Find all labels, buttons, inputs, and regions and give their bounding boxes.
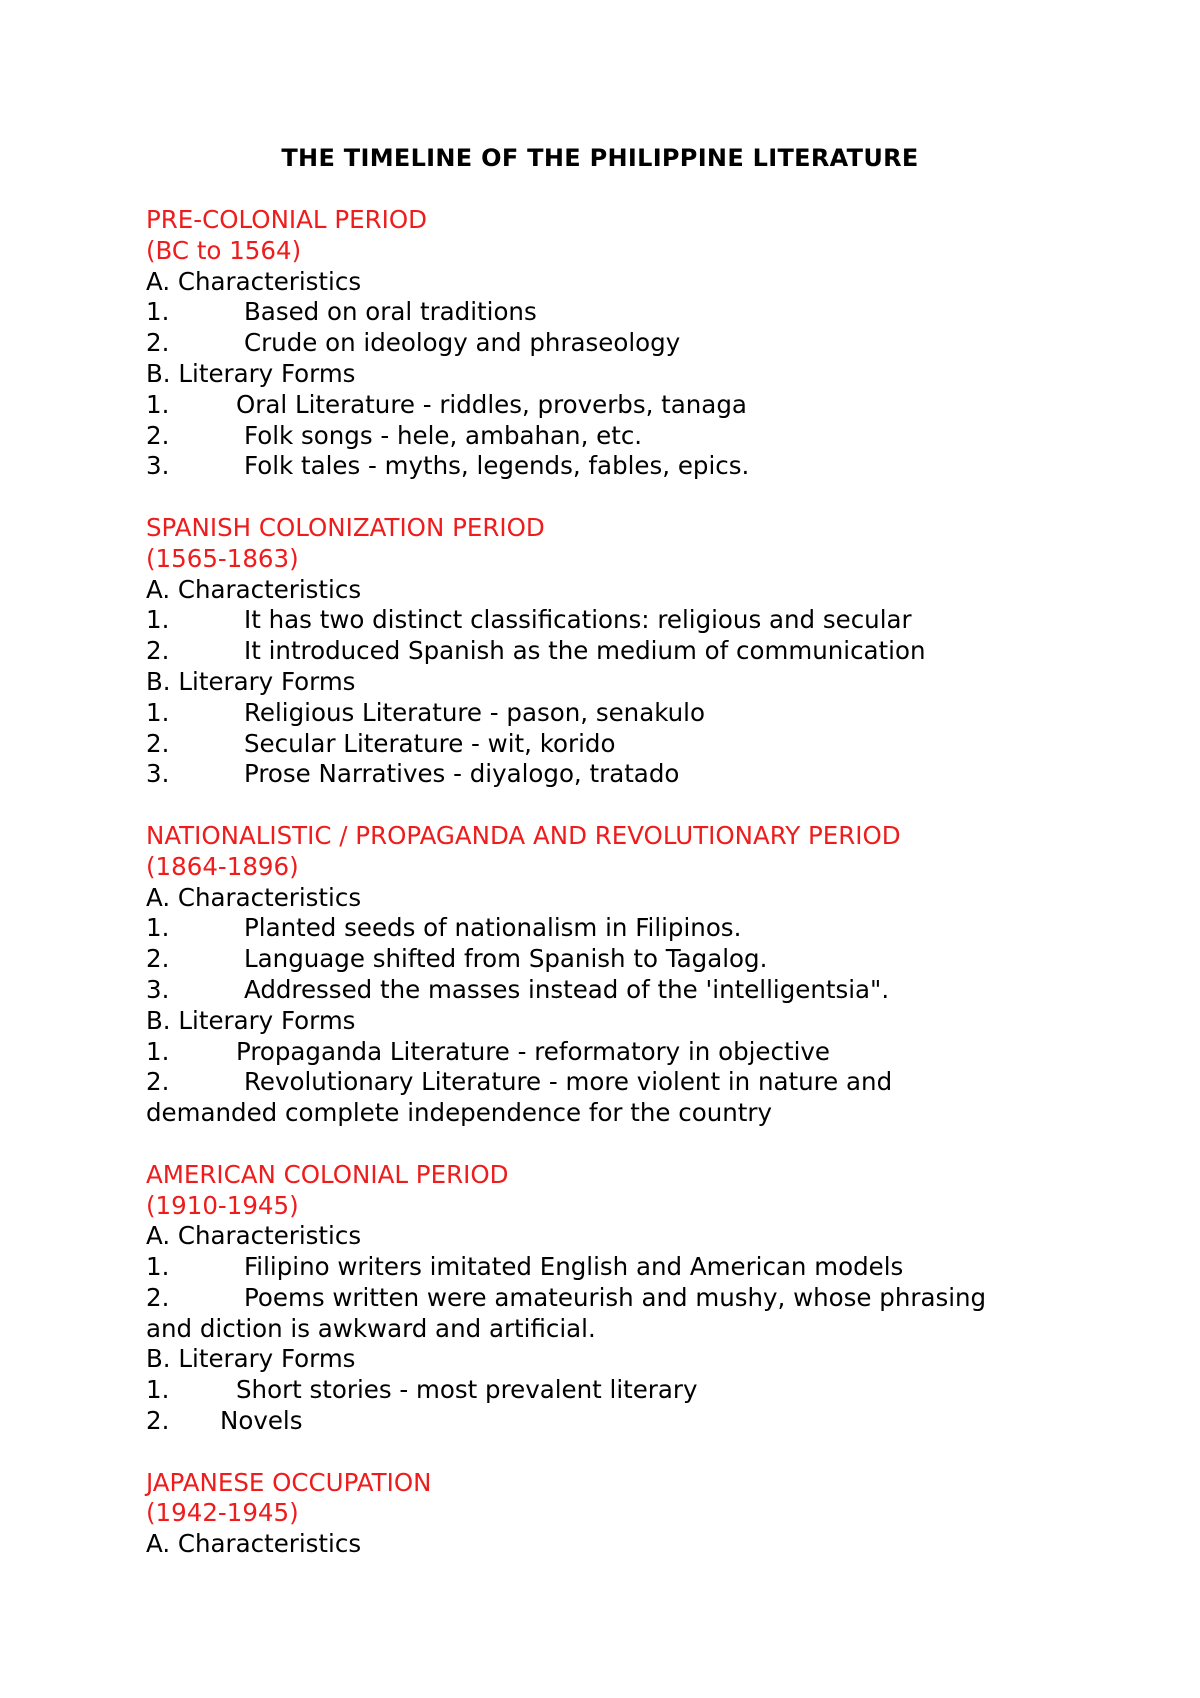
list-item <box>146 1252 1066 1283</box>
list-item <box>146 913 1066 944</box>
forms-label: B. Literary Forms <box>146 666 356 696</box>
section-nationalistic-propaganda <box>146 821 1066 1129</box>
section-japanese-occupation <box>146 1468 1066 1560</box>
section-dates: (1910-1945) <box>146 1190 299 1220</box>
list-text: Crude on ideology and phraseology <box>244 328 681 358</box>
section-heading: SPANISH COLONIZATION PERIOD <box>146 512 545 542</box>
list-number: 2. <box>146 636 170 666</box>
list-number: 2. <box>146 420 170 450</box>
list-item <box>146 759 1066 790</box>
list-number: 2. <box>146 944 170 974</box>
section-dates: (1565-1863) <box>146 543 299 573</box>
list-item <box>146 605 1066 636</box>
characteristics-label: A. Characteristics <box>146 266 362 296</box>
section-heading: PRE-COLONIAL PERIOD <box>146 205 427 234</box>
section-dates: (1942-1945) <box>146 1498 299 1528</box>
list-number: 3. <box>146 974 170 1004</box>
list-item <box>146 1375 1066 1406</box>
list-number: 1. <box>146 389 170 419</box>
section-american-colonial <box>146 1160 1066 1437</box>
section-dates: (1864-1896) <box>146 851 299 881</box>
list-text: It has two distinct classifications: religious and secular <box>244 605 912 635</box>
list-text: Poems written were amateurish and mushy, whose phrasing <box>244 1282 987 1312</box>
list-item <box>146 390 1066 421</box>
list-number: 1. <box>146 697 170 727</box>
list-item <box>146 1406 1066 1437</box>
list-text: Prose Narratives - diyalogo, tratado <box>244 759 680 789</box>
list-text: Language shifted from Spanish to Tagalog. <box>244 944 768 974</box>
list-item <box>146 975 1066 1006</box>
list-item <box>146 328 1066 359</box>
list-item <box>146 698 1066 729</box>
section-dates: (BC to 1564) <box>146 235 302 265</box>
list-item <box>146 1067 1066 1098</box>
list-number: 1. <box>146 1036 170 1066</box>
list-number: 2. <box>146 1406 170 1436</box>
list-text: Short stories - most prevalent literary <box>236 1375 698 1405</box>
list-text: It introduced Spanish as the medium of communication <box>244 636 926 666</box>
list-text: Revolutionary Literature - more violent in nature and <box>244 1067 893 1097</box>
section-heading: NATIONALISTIC / PROPAGANDA AND REVOLUTIONARY PERIOD <box>146 820 901 850</box>
list-text: Folk tales - myths, legends, fables, epics. <box>244 451 750 481</box>
list-number: 1. <box>146 1375 170 1405</box>
section-pre-colonial <box>146 205 1066 482</box>
list-text: Secular Literature - wit, korido <box>244 728 616 758</box>
list-number: 1. <box>146 605 170 635</box>
characteristics-label: A. Characteristics <box>146 882 362 912</box>
forms-label: B. Literary Forms <box>146 1344 356 1374</box>
list-text: Religious Literature - pason, senakulo <box>244 697 705 727</box>
page-title: THE TIMELINE OF THE PHILIPPINE LITERATURE <box>281 144 919 172</box>
characteristics-label: A. Characteristics <box>146 1529 362 1559</box>
list-item <box>146 421 1066 452</box>
list-item <box>146 451 1066 482</box>
forms-label: B. Literary Forms <box>146 358 356 388</box>
list-text: Planted seeds of nationalism in Filipinos. <box>244 913 742 943</box>
list-number: 3. <box>146 451 170 481</box>
list-number: 1. <box>146 1252 170 1282</box>
characteristics-label: A. Characteristics <box>146 1221 362 1251</box>
list-number: 2. <box>146 728 170 758</box>
section-heading: AMERICAN COLONIAL PERIOD <box>146 1159 509 1189</box>
list-number: 2. <box>146 328 170 358</box>
list-text: Propaganda Literature - reformatory in objective <box>236 1036 830 1066</box>
characteristics-label: A. Characteristics <box>146 574 362 604</box>
list-item <box>146 1283 1066 1314</box>
section-spanish-colonization <box>146 513 1066 790</box>
list-text: Filipino writers imitated English and American models <box>244 1252 904 1282</box>
list-number: 2. <box>146 1067 170 1097</box>
list-text: Novels <box>220 1406 303 1436</box>
forms-label: B. Literary Forms <box>146 1005 356 1035</box>
list-item <box>146 636 1066 667</box>
list-number: 1. <box>146 913 170 943</box>
list-item <box>146 729 1066 760</box>
list-text: Based on oral traditions <box>244 297 537 327</box>
section-heading: JAPANESE OCCUPATION <box>146 1467 432 1497</box>
list-text-continuation: demanded complete independence for the country <box>146 1098 772 1128</box>
list-number: 3. <box>146 759 170 789</box>
list-text: Folk songs - hele, ambahan, etc. <box>244 420 643 450</box>
list-text: Oral Literature - riddles, proverbs, tanaga <box>236 389 747 419</box>
list-text-continuation: and diction is awkward and artificial. <box>146 1313 596 1343</box>
list-item <box>146 944 1066 975</box>
list-item <box>146 1037 1066 1068</box>
list-item <box>146 297 1066 328</box>
list-number: 2. <box>146 1282 170 1312</box>
list-number: 1. <box>146 297 170 327</box>
list-text: Addressed the masses instead of the 'intelligentsia". <box>244 974 890 1004</box>
document-body <box>146 205 1066 1591</box>
